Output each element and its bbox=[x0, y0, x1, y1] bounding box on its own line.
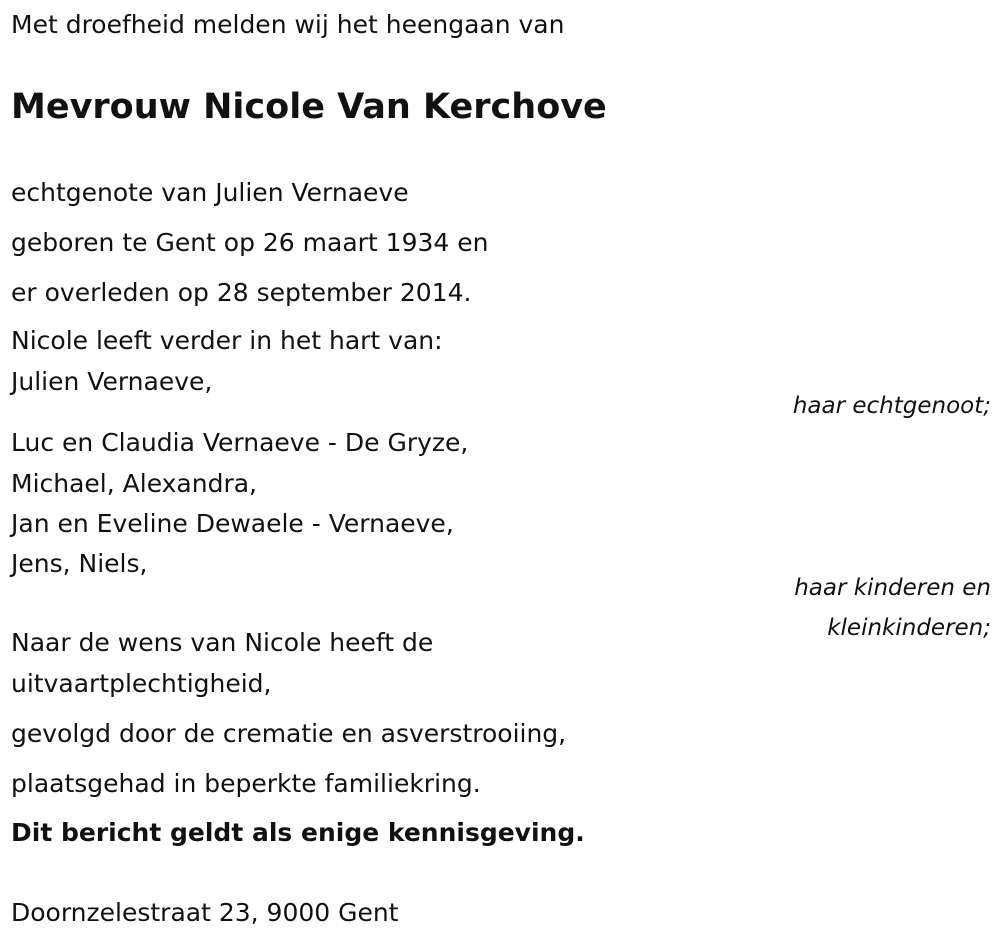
children-relation: kleinkinderen; bbox=[827, 615, 991, 641]
funeral-line: plaatsgehad in beperkte familiekring. bbox=[11, 769, 481, 798]
notice-text: Dit bericht geldt als enige kennisgeving. bbox=[11, 818, 585, 847]
children-line: Michael, Alexandra, bbox=[11, 469, 258, 498]
children-line: Luc en Claudia Vernaeve - De Gryze, bbox=[11, 428, 469, 457]
intro-text: Met droefheid melden wij het heengaan van bbox=[11, 10, 565, 39]
address-text: Doornzelestraat 23, 9000 Gent bbox=[11, 898, 399, 927]
mourners-intro: Nicole leeft verder in het hart van: bbox=[11, 326, 443, 355]
funeral-line: uitvaartplechtigheid, bbox=[11, 669, 272, 698]
funeral-line: Naar de wens van Nicole heeft de bbox=[11, 628, 434, 657]
funeral-line: gevolgd door de crematie en asverstrooiing, bbox=[11, 719, 567, 748]
spouse-name: Julien Vernaeve, bbox=[11, 367, 213, 396]
spouse-relation: haar echtgenoot; bbox=[792, 393, 991, 419]
children-line: Jan en Eveline Dewaele - Vernaeve, bbox=[11, 509, 454, 538]
detail-death: er overleden op 28 september 2014. bbox=[11, 278, 472, 307]
children-line: Jens, Niels, bbox=[11, 549, 148, 578]
detail-birth: geboren te Gent op 26 maart 1934 en bbox=[11, 228, 489, 257]
deceased-name: Mevrouw Nicole Van Kerchove bbox=[11, 87, 607, 127]
detail-spouse: echtgenote van Julien Vernaeve bbox=[11, 178, 409, 207]
children-relation: haar kinderen en bbox=[794, 575, 991, 601]
